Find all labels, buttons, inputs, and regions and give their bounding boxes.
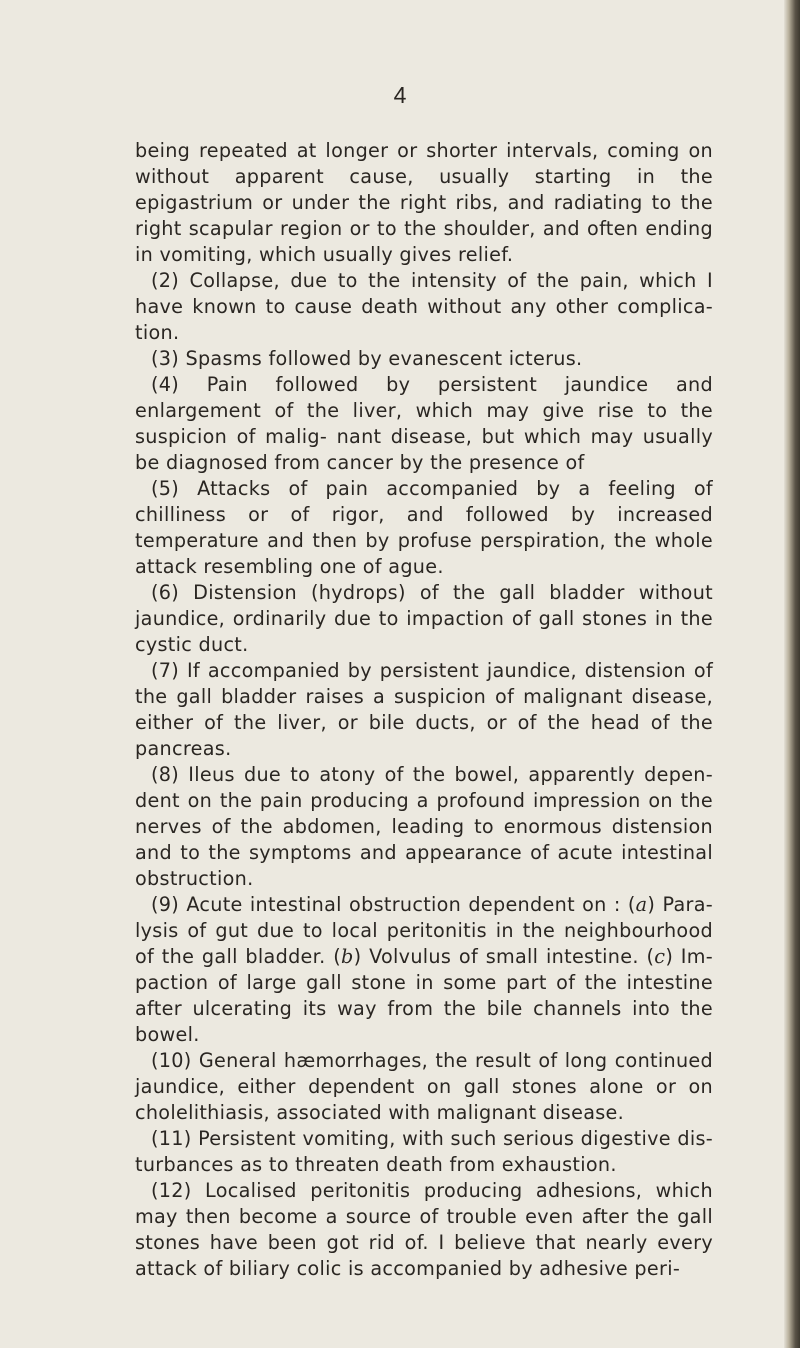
- list-item-5-attacks: (5) Attacks of pain accompanied by a feeling of chilliness or of rigor, and followed by increased temperature and then by profuse perspiration, the whole attack resembling one of ague.: [135, 477, 713, 578]
- list-item-9-obstruction: [135, 892, 713, 1048]
- page-edge-shadow: [784, 0, 800, 1348]
- body-text: [135, 138, 713, 1282]
- list-item-2-collapse: (2) Collapse, due to the intensity of the pain, which I have known to cause death without any other complica- tion.: [135, 269, 713, 344]
- list-item-9-letter-b: b: [340, 945, 354, 968]
- list-item-9-letter-c: c: [654, 945, 666, 968]
- list-item-12-peritonitis: (12) Localised peritonitis producing adhesions, which may then become a source of trouble even after the gall stones have been got rid of. I believe that nearly every attack of biliary colic is accompanied by adhesive peri-: [135, 1179, 713, 1280]
- list-item-8-ileus: (8) Ileus due to atony of the bowel, apparently depen- dent on the pain producing a profound impression on the nerves of the abdomen, leading to enormous distension and to the symptoms and appearance of acute intestinal obstruction.: [135, 763, 713, 890]
- list-item-7-jaundice-distension: (7) If accompanied by persistent jaundice, distension of the gall bladder raises a suspicion of malignant disease, either of the liver, or bile ducts, or of the head of the pancreas.: [135, 659, 713, 760]
- list-item-3-spasms: (3) Spasms followed by evanescent icterus.: [151, 347, 583, 370]
- list-item-11-vomiting: (11) Persistent vomiting, with such serious digestive dis- turbances as to threaten death from exhaustion.: [135, 1127, 713, 1176]
- list-item-4-pain-jaundice: (4) Pain followed by persistent jaundice and enlargement of the liver, which may give rise to the suspicion of malig- nant disease, but which may usually be diagnosed from cancer by the presence of: [135, 373, 713, 474]
- list-item-9-part-c: ) Volvulus of small intestine. (: [353, 945, 655, 968]
- list-item-9-part-b: ) Para- lysis of gut due to local peritonitis in the neighbourhood of the gall bladder. (: [135, 893, 713, 968]
- list-item-9-part-a: (9) Acute intestinal obstruction dependent on : (: [151, 893, 636, 916]
- list-item-10-haemorrhages: (10) General hæmorrhages, the result of long continued jaundice, either dependent on gall stones alone or on cholelithiasis, associated with malignant disease.: [135, 1049, 713, 1124]
- list-item-6-distension: (6) Distension (hydrops) of the gall bladder without jaundice, ordinarily due to impaction of gall stones in the cystic duct.: [135, 581, 713, 656]
- page-number: 4: [393, 82, 407, 108]
- list-item-9-letter-a: a: [635, 893, 648, 916]
- list-item-9-part-d: ) Im- paction of large gall stone in some part of the intestine after ulcerating its way from the bile channels into the bowel.: [135, 945, 713, 1046]
- paragraph-continuation: being repeated at longer or shorter intervals, coming on without apparent cause, usually starting in the epigastrium or under the right ribs, and radiating to the right scapular region or to the shoulder, and often ending in vomiting, which usually gives relief.: [135, 139, 713, 266]
